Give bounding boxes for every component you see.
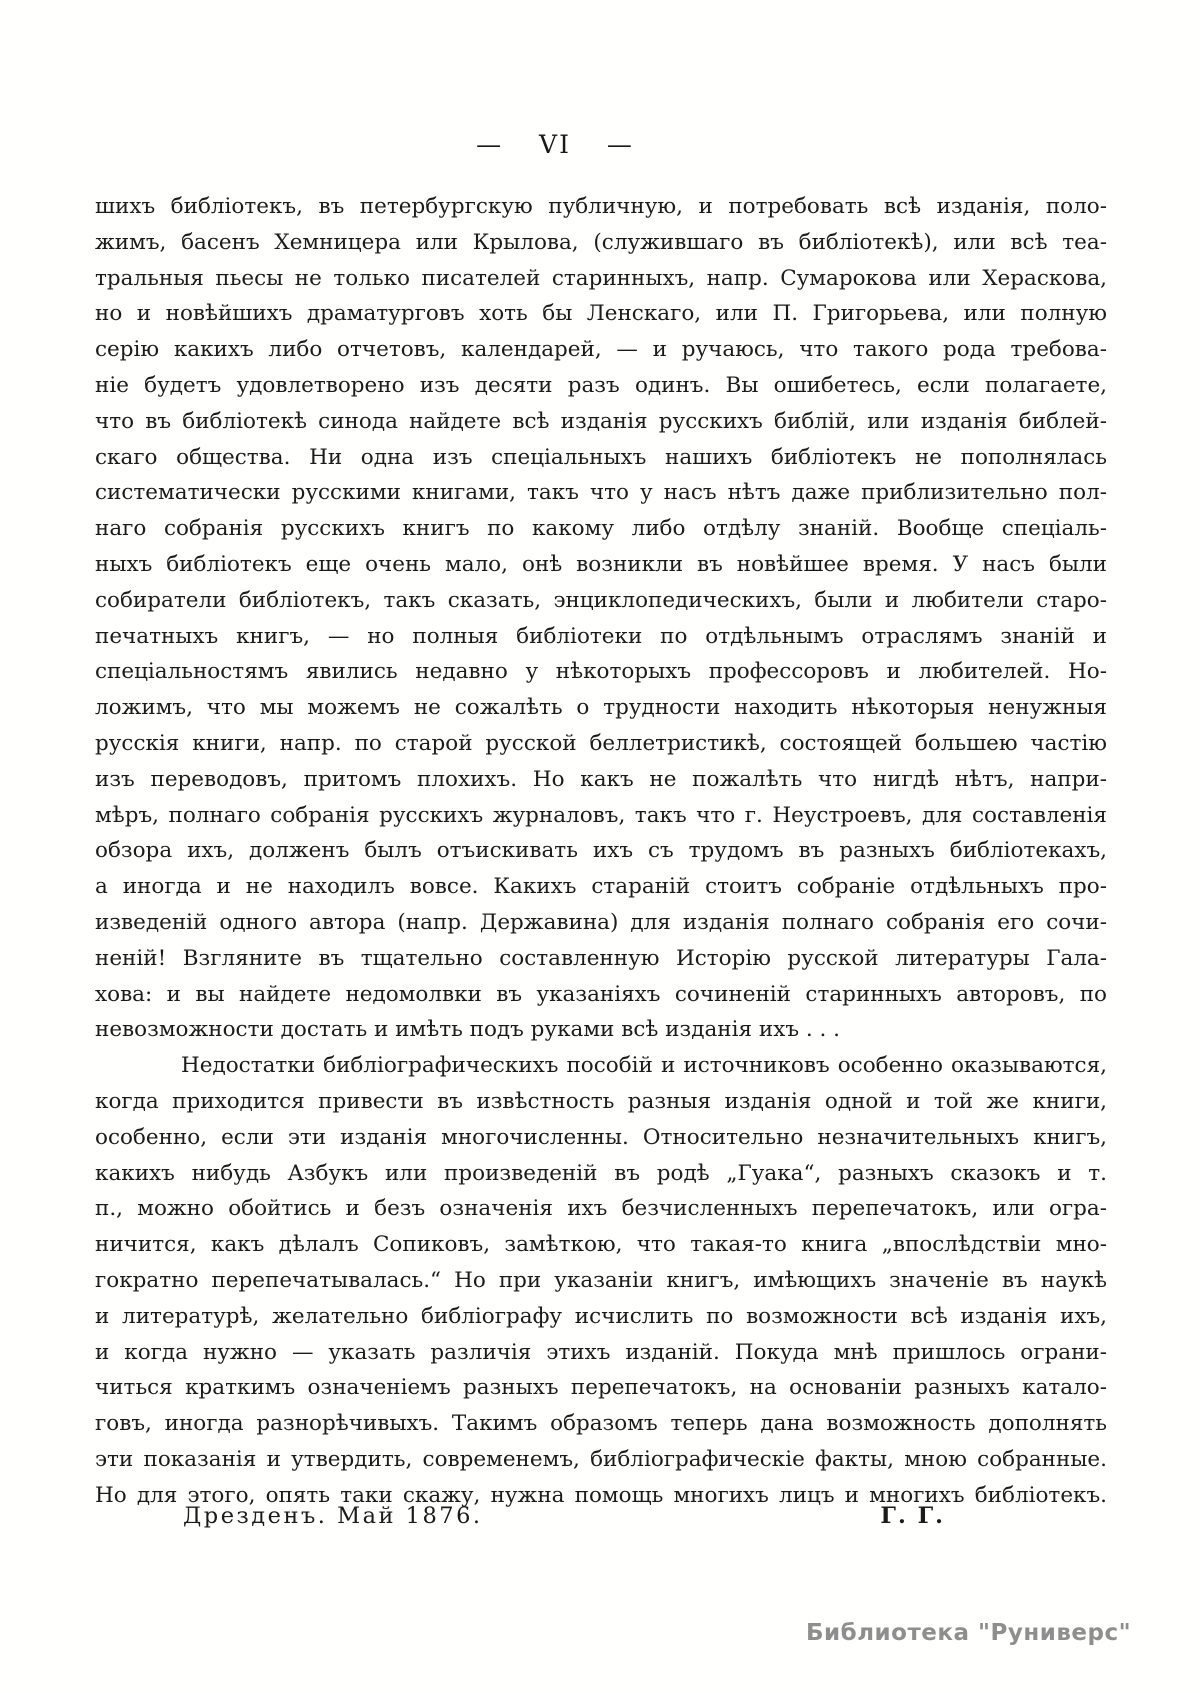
text-line: ныхъ библіотекъ еще очень мало, онѣ возникли въ новѣйшее время. У насъ были xyxy=(95,551,1107,577)
text-line: эти показанія и утвердить, современемъ, библіографическіе факты, мною собранные. xyxy=(95,1446,1107,1472)
text-line: какихъ нибудь Азбукъ или произведеній въ родѣ „Гуака“, разныхъ сказокъ и т. xyxy=(95,1160,1107,1186)
text-line: хова: и вы найдете недомолвки въ указаніяхъ сочиненій старинныхъ авторовъ, по xyxy=(95,981,1107,1007)
text-line: изведеній одного автора (напр. Державина) для изданія полнаго собранія его сочи- xyxy=(95,909,1107,935)
text-line: неній! Взгляните въ тщательно составленную Исторію русской литературы Гала- xyxy=(95,945,1107,971)
text-line: тральныя пьесы не только писателей старинныхъ, напр. Сумарокова или Хераскова, xyxy=(95,265,1107,291)
text-line: жимъ, басенъ Хемницера или Крылова, (служившаго въ библіотекѣ), или всѣ теа- xyxy=(95,229,1107,255)
text-line: печатныхъ книгъ, — но полныя библіотеки по отдѣльнымъ отраслямъ знаній и xyxy=(95,623,1107,649)
body-text xyxy=(95,189,1107,1513)
text-line: скаго общества. Ни одна изъ спеціальныхъ нашихъ библіотекъ не пополнялась xyxy=(95,444,1107,470)
signature-place-date: Дрезденъ. Май 1876. xyxy=(183,1503,483,1529)
text-line: говъ, иногда разнорѣчивыхъ. Такимъ образомъ теперь дана возможность дополнять xyxy=(95,1411,1107,1437)
page-number-folio: — VI — xyxy=(476,130,634,159)
text-line: Но для этого, опять таки скажу, нужна помощь многихъ лицъ и многихъ библіотекъ. xyxy=(95,1482,1107,1508)
text-line: но и новѣйшихъ драматурговъ хоть бы Ленскаго, или П. Григорьева, или полную xyxy=(95,301,1107,327)
text-line: мѣръ, полнаго собранія русскихъ журналовъ, такъ что г. Неустроевъ, для составленія xyxy=(95,802,1107,828)
text-line: гократно перепечатывалась.“ Но при указаніи книгъ, имѣющихъ значеніе въ наукѣ xyxy=(95,1267,1107,1293)
signature-initials: Г. Г. xyxy=(880,1503,945,1529)
text-line: особенно, если эти изданія многочисленны. Относительно незначительныхъ книгъ, xyxy=(95,1124,1107,1150)
text-line: спеціальностямъ явились недавно у нѣкоторыхъ профессоровъ и любителей. Но- xyxy=(95,659,1107,685)
text-line: изъ переводовъ, притомъ плохихъ. Но какъ не пожалѣть что нигдѣ нѣтъ, напри- xyxy=(95,766,1107,792)
text-line: ніе будетъ удовлетворено изъ десяти разъ одинъ. Вы ошибетесь, если полагаете, xyxy=(95,372,1107,398)
text-line: русскія книги, напр. по старой русской беллетристикѣ, состоящей большею частію xyxy=(95,730,1107,756)
text-line: систематически русскими книгами, такъ что у насъ нѣтъ даже приблизительно пол- xyxy=(95,480,1107,506)
text-line: п., можно обойтись и безъ означенія ихъ безчисленныхъ перепечатокъ, или огра- xyxy=(95,1196,1107,1222)
text-line: собиратели библіотекъ, такъ сказать, энциклопедическихъ, были и любители старо- xyxy=(95,587,1107,613)
text-line: наго собранія русскихъ книгъ по какому либо отдѣлу знаній. Вообще спеціаль- xyxy=(95,516,1107,542)
text-line: читься краткимъ означеніемъ разныхъ перепечатокъ, на основаніи разныхъ катало- xyxy=(95,1375,1107,1401)
library-watermark: Библиотека "Руниверс" xyxy=(806,1620,1132,1646)
text-line: шихъ библіотекъ, въ петербургскую публичную, и потребовать всѣ изданія, поло- xyxy=(95,194,1107,219)
text-line: невозможности достать и имѣть подъ руками всѣ изданія ихъ . . . xyxy=(95,1017,841,1043)
text-line: ложимъ, что мы можемъ не сожалѣть о трудности находить нѣкоторыя ненужныя xyxy=(95,695,1107,721)
text-line: когда приходится привести въ извѣстность разныя изданія одной и той же книги, xyxy=(95,1088,1107,1114)
text-line: и когда нужно — указать различія этихъ изданій. Покуда мнѣ пришлось ограни- xyxy=(95,1339,1107,1365)
text-line: что въ библіотекѣ синода найдете всѣ изданія русскихъ библій, или изданія библей- xyxy=(95,408,1107,434)
text-line: серію какихъ либо отчетовъ, календарей, — и ручаюсь, что такого рода требова- xyxy=(95,337,1107,363)
text-line: а иногда и не находилъ вовсе. Какихъ стараній стоитъ собраніе отдѣльныхъ про- xyxy=(95,874,1107,900)
signature-line xyxy=(95,1497,1107,1535)
text-line: ничится, какъ дѣлалъ Сопиковъ, замѣткою, что такая-то книга „впослѣдствіи мно- xyxy=(95,1232,1107,1258)
text-line: Недостатки библіографическихъ пособій и источниковъ особенно оказываются, xyxy=(181,1053,1107,1079)
text-line: и литературѣ, желательно библіографу исчислить по возможности всѣ изданія ихъ, xyxy=(95,1303,1107,1329)
text-line: обзора ихъ, долженъ былъ отъискивать ихъ съ трудомъ въ разныхъ библіотекахъ, xyxy=(95,838,1107,864)
